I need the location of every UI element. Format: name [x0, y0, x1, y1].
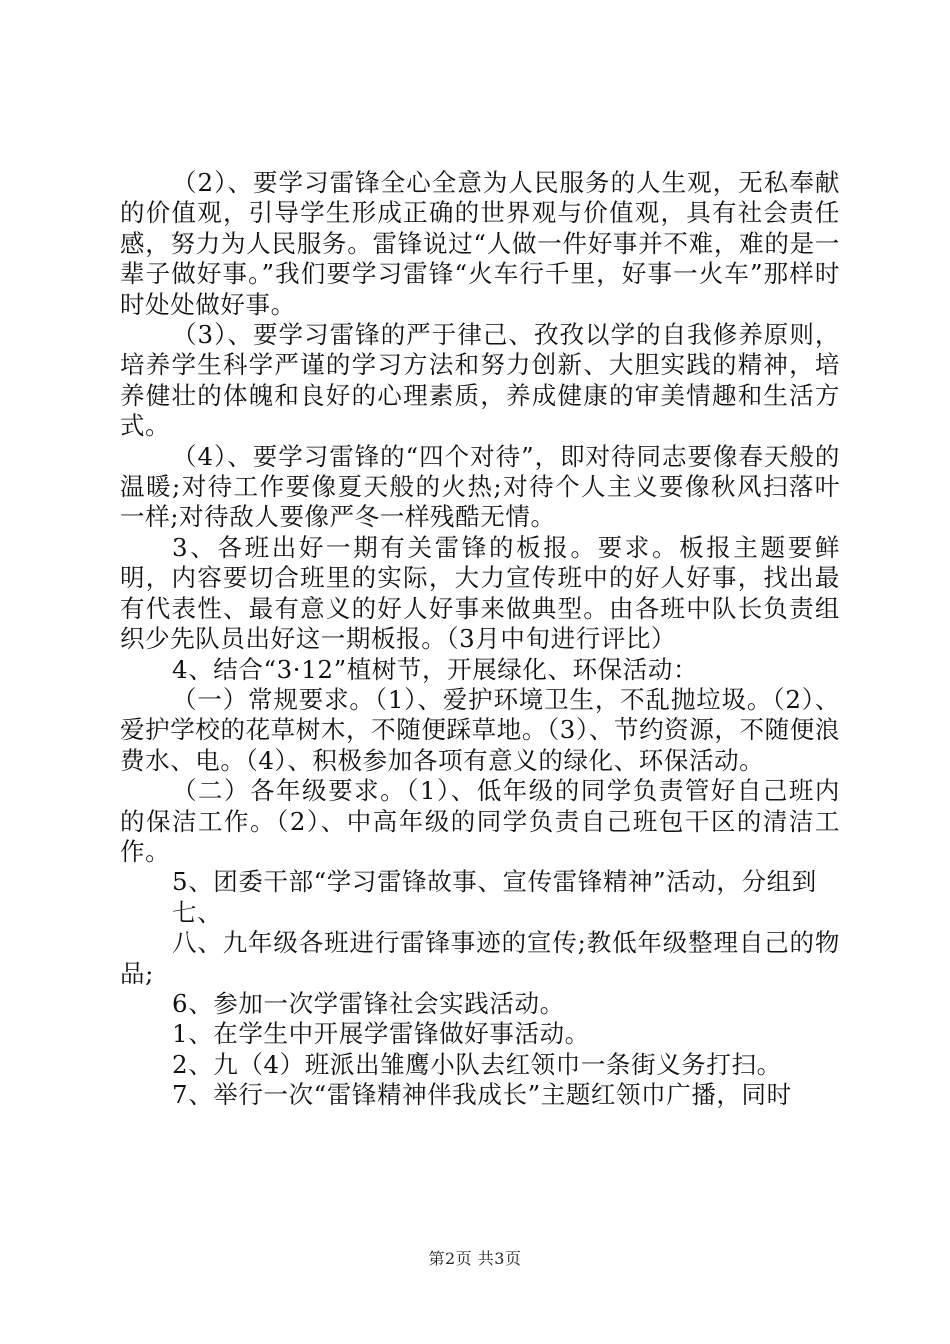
paragraph-arbor-day: 4、结合“3·12”植树节，开展绿化、环保活动： [172, 654, 699, 684]
paragraph-seven: 七、 [172, 897, 223, 927]
paragraph-eagle-team: 2、九（4）班派出雏鹰小队去红领巾一条街义务打扫。 [172, 1049, 782, 1079]
paragraph-blackboard: 3、各班出好一期有关雷锋的板报。要求。板报主题要鲜明，内容要切合班里的实际，大力宣传班中的好人好事，找出最有代表性、最有意义的好人好事来做典型。由各班中队长负责组织少先队员出好这一期板报。（3月中旬进行评比） [120, 532, 840, 654]
paragraph-broadcast: 7、举行一次“雷锋精神伴我成长”主题红领巾广播，同时 [172, 1080, 792, 1110]
paragraph-grade-requirements: （二）各年级要求。（1）、低年级的同学负责管好自己班内的保洁工作。（2）、中高年级的同学负责自己班包干区的清洁工作。 [120, 776, 840, 866]
paragraph-league-cadres: 5、团委干部“学习雷锋故事、宣传雷锋精神”活动，分组到 [172, 867, 817, 897]
document-body [120, 168, 840, 1111]
paragraph-general-requirements: （一）常规要求。（1）、爱护环境卫生，不乱抛垃圾。（2）、爱护学校的花草树木，不随便踩草地。（3）、节约资源，不随便浪费水、电。（4）、积极参加各项有意义的绿化、环保活动。 [120, 684, 840, 775]
page-footer: 第2页 共3页 [428, 1249, 522, 1268]
paragraph-study-service: （2）、要学习雷锋全心全意为人民服务的人生观，无私奉献的价值观，引导学生形成正确的世界观与价值观，具有社会责任感，努力为人民服务。雷锋说过“人做一件好事并不难，难的是一辈子做好事。”我们要学习雷锋“火车行千里，好事一火车”那样时时处处做好事。 [120, 168, 840, 319]
paragraph-grade-nine: 八、九年级各班进行雷锋事迹的宣传;教低年级整理自己的物品; [120, 928, 840, 988]
paragraph-good-deeds: 1、在学生中开展学雷锋做好事活动。 [172, 1019, 590, 1049]
paragraph-self-discipline: （3）、要学习雷锋的严于律己、孜孜以学的自我修养原则，培养学生科学严谨的学习方法和努力创新、大胆实践的精神，培养健壮的体魄和良好的心理素质，养成健康的审美情趣和生活方式。 [120, 320, 840, 441]
paragraph-social-practice: 6、参加一次学雷锋社会实践活动。 [172, 988, 565, 1018]
paragraph-four-attitudes: （4）、要学习雷锋的“四个对待”，即对待同志要像春天般的温暖;对待工作要像夏天般的火热;对待个人主义要像秋风扫落叶一样;对待敌人要像严冬一样残酷无情。 [120, 441, 840, 532]
